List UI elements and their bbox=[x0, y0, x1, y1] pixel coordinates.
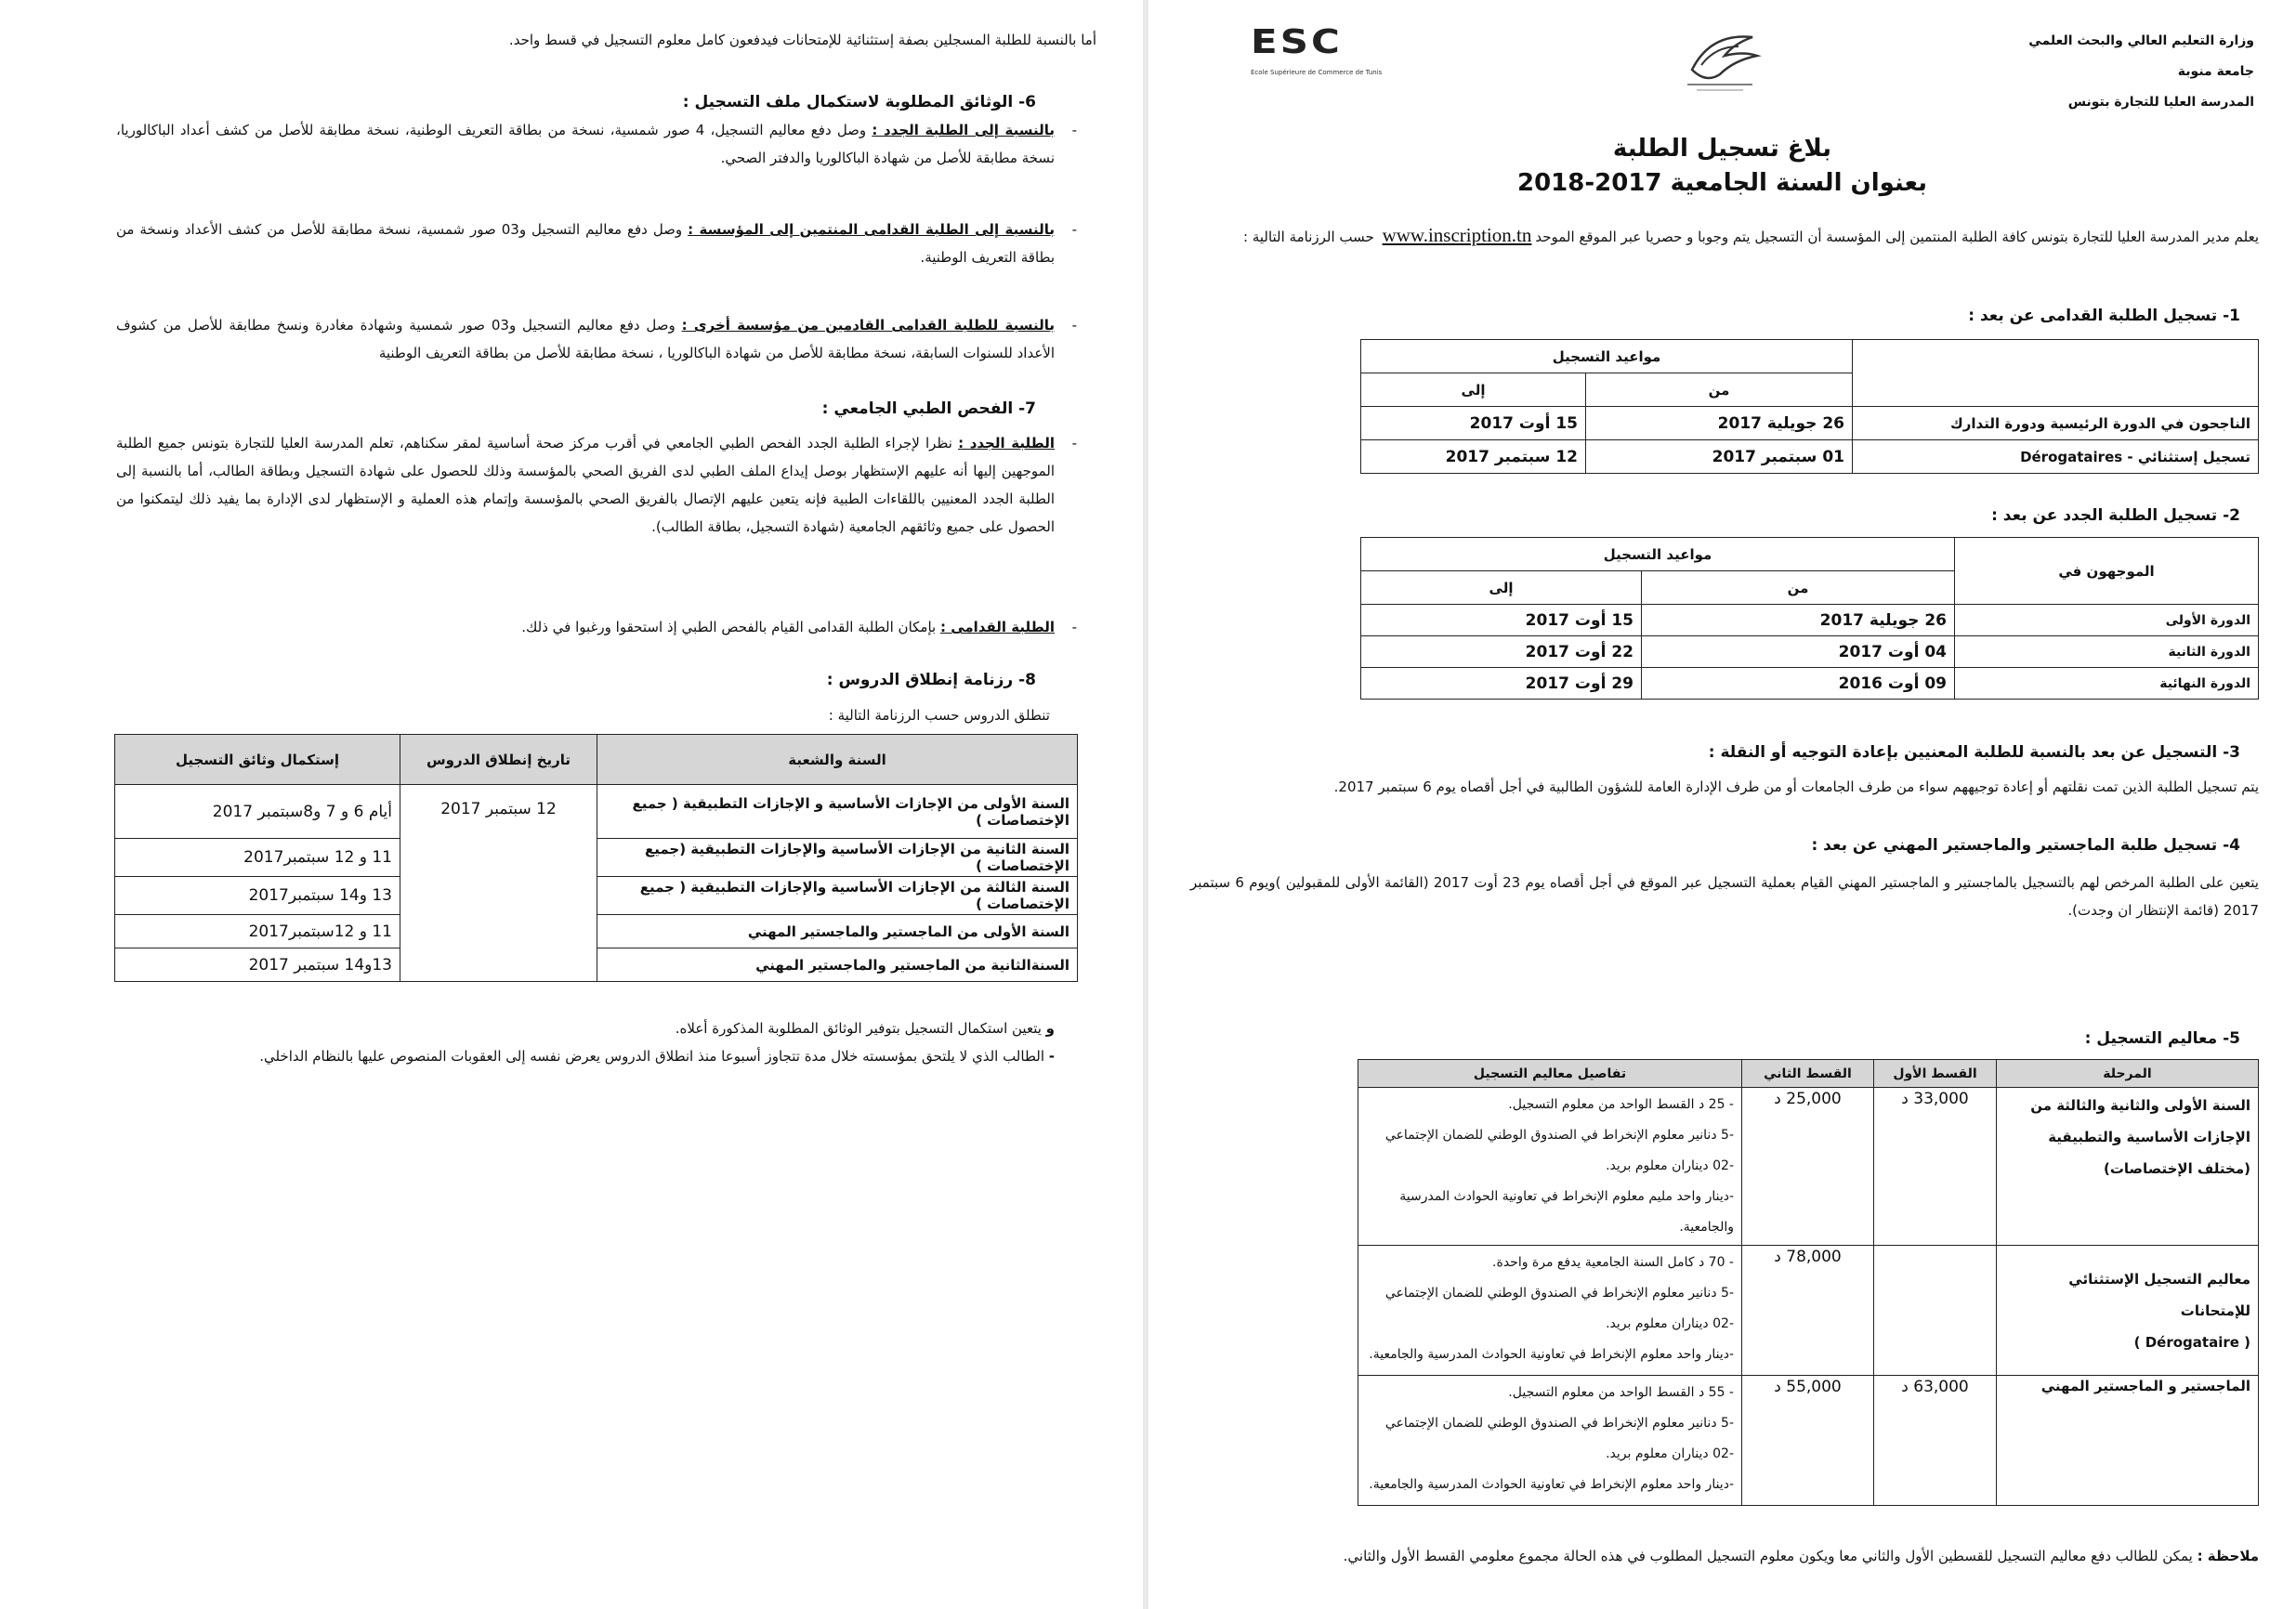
table-row: الدورة الأولى 26 جويلية 2017 15 أوت 2017 bbox=[1361, 605, 2259, 636]
note-label: ملاحظة : bbox=[2197, 1548, 2259, 1564]
section-8-subtitle: تنطلق الدروس حسب الرزنامة التالية : bbox=[828, 707, 1050, 724]
s7-item-old: - الطلبة القدامى : بإمكان الطلبة القدامى القيام بالفحص الطبي إذ استحقوا ورغبوا في ذلك. bbox=[521, 619, 1077, 635]
dates-group-header: مواعيد التسجيل bbox=[1361, 340, 1853, 373]
section-3-title: 3- التسجيل عن بعد بالنسبة للطلبة المعنيين بإعادة التوجيه أو النقلة : bbox=[1708, 743, 2240, 762]
s7-item-new-text: نظرا لإجراء الطلبة الجدد الفحص الطبي الجامعي في أقرب مركز صحة أساسية لمقر سكناهم، تعلم المدرسة العليا للتجارة بتونس جميع الطلبة الموجهين إليها أنه عليهم الإستظهار بوصل إيداع الملف الطبي لدى الفريق الصحي بالمؤسسة وذلك للحصول على شهادة التسجيل وبطاقة الطالب، أما بالنسبة إلى الطلبة الجدد المعنيين باللقاءات الطبية فإنه يتعين عليهم الإتصال بالفريق الصحي بالمؤسسة وإتمام هذه العملية و الإستظهار لدى الإدارة بما يفيد ذلك ليتمكنوا من الحصول على جميع وثائقهم الجامعية (شهادة التسجيل، بطاقة الطالب). bbox=[116, 435, 1055, 535]
table-row: السنة الأولى من الإجازات الأساسية و الإجازات التطبيقية ( جميع الإختصاصات ) 12 سبتمبر 2017 أيام 6 و 7 و8سبتمبر 2017 bbox=[115, 785, 1078, 839]
intro-paragraph: يعلم مدير المدرسة العليا للتجارة بتونس كافة الطلبة المنتمين إلى المؤسسة أن التسجيل يتم وجوبا و حصريا عبر الموقع الموحدwww.inscription.tn حسب الرزنامة التالية : bbox=[1243, 224, 2259, 246]
s6-item-new-label: بالنسبة إلى الطلبة الجدد : bbox=[872, 122, 1056, 138]
section-8-title: 8- رزنامة إنطلاق الدروس : bbox=[826, 671, 1036, 689]
doc-title: بلاغ تسجيل الطلبة bbox=[1612, 135, 1832, 163]
table-row: السنة الثالثة من الإجازات الأساسية والإجازات التطبيقية ( جميع الإختصاصات ) 13 و14 سبتمبر2017 bbox=[115, 877, 1078, 915]
s6-item-old-internal-text: وصل دفع معاليم التسجيل و03 صور شمسية، نسخة مطابقة للأصل من كشف الأعداد ونسخة من بطاقة التعريف الوطنية. bbox=[116, 221, 1055, 266]
section-3-text: يتم تسجيل الطلبة الذين تمت نقلتهم أو إعادة توجيههم سواء من طرف الجامعات أو من طرف الإدارة العامة للشؤون الطالبية في أجل أقصاه يوم 6 سبتمبر 2017. bbox=[1333, 778, 2259, 795]
table-row: السنة الثانية من الإجازات الأساسية والإجازات التطبيقية (جميع الإختصاصات ) 11 و 12 سبتمبر2017 bbox=[115, 839, 1078, 877]
esc-logo bbox=[1251, 20, 1390, 77]
table-row: الناجحون في الدورة الرئيسية ودورة التدارك 26 جويلية 2017 15 أوت 2017 bbox=[1361, 407, 2259, 440]
col-level: السنة والشعبة bbox=[597, 735, 1078, 785]
right-page bbox=[1148, 0, 2296, 1609]
s7-item-old-label: الطلبة القدامى : bbox=[939, 619, 1055, 635]
section-6-title: 6- الوثائق المطلوبة لاستكمال ملف التسجيل : bbox=[682, 93, 1036, 111]
school-name: المدرسة العليا للتجارة بتونس bbox=[2067, 95, 2254, 110]
note-complete-docs: و يتعين استكمال التسجيل بتوفير الوثائق المطلوبة المذكورة أعلاه. bbox=[675, 1020, 1055, 1037]
table-row: الدورة الثانية 04 أوت 2017 22 أوت 2017 bbox=[1361, 636, 2259, 668]
s7-item-new-label: الطلبة الجدد : bbox=[958, 435, 1055, 451]
section-4-text: يتعين على الطلبة المرخص لهم بالتسجيل بالماجستير و الماجستير المهني القيام بعملية التسجيل عبر الموقع في أجل أقصاه يوم 23 أوت 2017 (القائمة الأولى للمقبولين )ويوم 6 سبتمبر 2017 (قائمة الإنتظار ان وجدت). bbox=[1190, 874, 2259, 919]
section-5-title: 5- معاليم التسجيل : bbox=[2084, 1029, 2240, 1048]
s6-item-old-external-text: وصل دفع معاليم التسجيل و03 صور شمسية وشهادة مغادرة ونسخ مطابقة للأصل من كشوف الأعداد للسنوات السابقة، نسخة مطابقة للأصل من شهادة الباكالوريا ، نسخة مطابقة للأصل من بطاقة التعريف الوطنية bbox=[116, 317, 1055, 361]
s7-item-new: - الطلبة الجدد : نظرا لإجراء الطلبة الجدد الفحص الطبي الجامعي في أقرب مركز صحة أساسية لمقر سكناهم، تعلم المدرسة العليا للتجارة بتونس جميع الطلبة الموجهين إليها أنه عليهم الإستظهار بوصل إيداع الملف الطبي لدى الفريق الصحي بالمؤسسة وذلك للحصول على شهادة التسجيل وبطاقة الطالب، أما بالنسبة إلى الطلبة الجدد المعنيين باللقاءات الطبية فإنه يتعين عليهم الإتصال بالفريق الصحي بالمؤسسة وإتمام هذه العملية و الإستظهار لدى الإدارة بما يفيد ذلك ليتمكنوا من الحصول على جميع وثائقهم الجامعية (شهادة التسجيل، بطاقة الطالب). bbox=[116, 435, 1077, 535]
note-late-student: - الطالب الذي لا يلتحق بمؤسسته خلال مدة تتجاوز أسبوعا منذ انطلاق الدروس يعرض نفسه إلى العقوبات المنصوص عليها بالنظام الداخلي. bbox=[259, 1048, 1055, 1065]
table-row: الدورة النهائية 09 أوت 2016 29 أوت 2017 bbox=[1361, 668, 2259, 700]
website-link[interactable]: www.inscription.tn bbox=[1382, 224, 1532, 246]
esc-logo-caption: Ecole Supérieure de Commerce de Tunis bbox=[1251, 69, 1383, 76]
university-logo bbox=[1669, 23, 1771, 98]
s6-item-new: - بالنسبة إلى الطلبة الجدد : وصل دفع معاليم التسجيل، 4 صور شمسية، نسخة من بطاقة التعريف الوطنية، نسخة مطابقة للأصل من كشف أعداد الباكالوريا، نسخة مطابقة للأصل من شهادة الباكالوريا والدفتر الصحي. bbox=[116, 122, 1077, 166]
s6-item-new-text: وصل دفع معاليم التسجيل، 4 صور شمسية، نسخة من بطاقة التعريف الوطنية، نسخة مطابقة للأصل من كشف أعداد الباكالوريا، نسخة مطابقة للأصل من شهادة الباكالوريا والدفتر الصحي. bbox=[116, 122, 1055, 166]
courses-schedule-table bbox=[114, 734, 1078, 982]
section-4-title: 4- تسجيل طلبة الماجستير والماجستير المهني عن بعد : bbox=[1811, 836, 2240, 855]
s6-item-old-external-label: بالنسبة للطلبة القدامى القادمين من مؤسسة أخرى : bbox=[681, 317, 1055, 334]
col-start: تاريخ إنطلاق الدروس bbox=[400, 735, 597, 785]
table-row: معاليم التسجيل الإستثنائي للإمتحانات ( Dérogataire ) 78,000 د - 70 د كامل السنة الجامعية يدفع مرة واحدة. -5 دنانير معلوم الإنخراط في الصندوق الوطني للضمان الإجتماعي -02 ديناران معلوم بريد. -دينار واحد معلوم الإنخراط في تعاونية الحوادث المدرسية والجامعية. bbox=[1358, 1246, 2259, 1376]
esc-logo-text: ESC bbox=[1251, 21, 1343, 61]
ministry-name: وزارة التعليم العالي والبحث العلمي bbox=[2028, 33, 2254, 48]
fee-details: - 25 د القسط الواحد من معلوم التسجيل. -5 دنانير معلوم الإنخراط في الصندوق الوطني للضمان الإجتماعي -02 ديناران معلوم بريد. -دينار واحد مليم معلوم الإنخراط في تعاونية الحوادث المدرسية والجامعية. bbox=[1358, 1088, 1742, 1246]
doc-subtitle: بعنوان السنة الجامعية 2017-2018 bbox=[1516, 169, 1927, 197]
assigned-header: الموجهون في bbox=[1955, 538, 2259, 605]
fee-details: - 70 د كامل السنة الجامعية يدفع مرة واحدة. -5 دنانير معلوم الإنخراط في الصندوق الوطني للضمان الإجتماعي -02 ديناران معلوم بريد. -دينار واحد معلوم الإنخراط في تعاونية الحوادث المدرسية والجامعية. bbox=[1358, 1246, 1742, 1376]
fees-table: المرحلة القسط الأول القسط الثاني تفاصيل معاليم التسجيل السنة الأولى والثانية والثالثة من الإجازات الأساسية والتطبيقية (مختلف الإختصاصات) 33,000 د 25,000 د - 25 د القسط الواحد من معلوم التسجيل. -5 دنانير معلوم الإنخراط في الصندوق الوطني للضمان الإجتماعي -02 ديناران معلوم بريد. -دينار واحد مليم معلوم الإنخراط في تعاونية الحوادث المدرسية والجامعية. معاليم التسجيل الإستثنائي للإمتحانات ( Dérogataire ) 78,000 د - 70 د كامل السنة الجامعية يدفع مرة واحدة. -5 دنانير معلوم الإنخراط في الصندوق الوطني للضمان الإجتماعي -02 ديناران معلوم بريد. -دينار واحد معلوم الإنخراط في تعاونية الحوادث المدرسية والجامعية. الماجستير و الماجستير المهني 63,000 د 55,000 د - 55 د القسط الواحد من معلوم التسجيل. -5 دنانير معلوم الإنخراط في الصندوق الوطني للضمان الإجتماعي -02 ديناران معلوم بريد. -دينار واحد معلوم الإنخراط في تعاونية الحوادث المدرسية والجامعية. bbox=[1358, 1059, 2259, 1506]
s6-item-old-internal: - بالنسبة إلى الطلبة القدامى المنتمين إلى المؤسسة : وصل دفع معاليم التسجيل و03 صور شمسية، نسخة مطابقة للأصل من كشف الأعداد ونسخة من بطاقة التعريف الوطنية. bbox=[116, 221, 1077, 266]
new-students-table: الموجهون في مواعيد التسجيل من إلى الدورة الأولى 26 جويلية 2017 15 أوت 2017 الدورة الثانية 04 أوت 2017 22 أوت 2017 الدورة النهائية 09 أوت 2016 29 أوت 2017 bbox=[1360, 537, 2259, 700]
fees-note: ملاحظة : يمكن للطالب دفع معاليم التسجيل للقسطين الأول والثاني معا ويكون معلوم التسجيل المطلوب في هذه الحالة مجموع معلومي القسط الأول والثاني. bbox=[1343, 1548, 2259, 1564]
old-students-table: مواعيد التسجيل من إلى الناجحون في الدورة الرئيسية ودورة التدارك 26 جويلية 2017 15 أوت 2017 تسجيل إستثنائي - Dérogataires 01 سبتمبر 2017 12 سبتمبر 2017 bbox=[1360, 339, 2259, 474]
section-1-title: 1- تسجيل الطلبة القدامى عن بعد : bbox=[1968, 307, 2240, 325]
s6-item-old-external: - بالنسبة للطلبة القدامى القادمين من مؤسسة أخرى : وصل دفع معاليم التسجيل و03 صور شمسية وشهادة مغادرة ونسخ مطابقة للأصل من كشوف الأعداد للسنوات السابقة، نسخة مطابقة للأصل من شهادة الباكالوريا ، نسخة مطابقة للأصل من بطاقة التعريف الوطنية bbox=[116, 317, 1077, 361]
intro-line: أما بالنسبة للطلبة المسجلين بصفة إستثنائية للإمتحانات فيدفعون كامل معلوم التسجيل في قسط واحد. bbox=[508, 32, 1096, 48]
table-row: السنةالثانية من الماجستير والماجستير المهني 13و14 سبتمبر 2017 bbox=[115, 948, 1078, 982]
fee-details: - 55 د القسط الواحد من معلوم التسجيل. -5 دنانير معلوم الإنخراط في الصندوق الوطني للضمان الإجتماعي -02 ديناران معلوم بريد. -دينار واحد معلوم الإنخراط في تعاونية الحوادث المدرسية والجامعية. bbox=[1358, 1376, 1742, 1506]
s6-item-old-internal-label: بالنسبة إلى الطلبة القدامى المنتمين إلى المؤسسة : bbox=[688, 221, 1055, 238]
institution-header bbox=[2028, 26, 2254, 118]
section-2-title: 2- تسجيل الطلبة الجدد عن بعد : bbox=[1991, 506, 2240, 525]
section-7-title: 7- الفحص الطبي الجامعي : bbox=[821, 399, 1036, 418]
university-name: جامعة منوبة bbox=[2177, 64, 2254, 79]
col-docs: إستكمال وثائق التسجيل bbox=[115, 735, 400, 785]
table-row: تسجيل إستثنائي - Dérogataires 01 سبتمبر 2017 12 سبتمبر 2017 bbox=[1361, 440, 2259, 474]
s7-item-old-text: بإمكان الطلبة القدامى القيام بالفحص الطبي إذ استحقوا ورغبوا في ذلك. bbox=[521, 619, 940, 635]
start-date-cell: 12 سبتمبر 2017 bbox=[400, 785, 597, 982]
table-row: الماجستير و الماجستير المهني 63,000 د 55,000 د - 55 د القسط الواحد من معلوم التسجيل. -5 دنانير معلوم الإنخراط في الصندوق الوطني للضمان الإجتماعي -02 ديناران معلوم بريد. -دينار واحد معلوم الإنخراط في تعاونية الحوادث المدرسية والجامعية. bbox=[1358, 1376, 2259, 1506]
table-row: السنة الأولى من الماجستير والماجستير المهني 11 و 12سبتمبر2017 bbox=[115, 915, 1078, 948]
table-row: السنة الأولى والثانية والثالثة من الإجازات الأساسية والتطبيقية (مختلف الإختصاصات) 33,000 د 25,000 د - 25 د القسط الواحد من معلوم التسجيل. -5 دنانير معلوم الإنخراط في الصندوق الوطني للضمان الإجتماعي -02 ديناران معلوم بريد. -دينار واحد مليم معلوم الإنخراط في تعاونية الحوادث المدرسية والجامعية. bbox=[1358, 1088, 2259, 1246]
left-page bbox=[0, 0, 1143, 1609]
